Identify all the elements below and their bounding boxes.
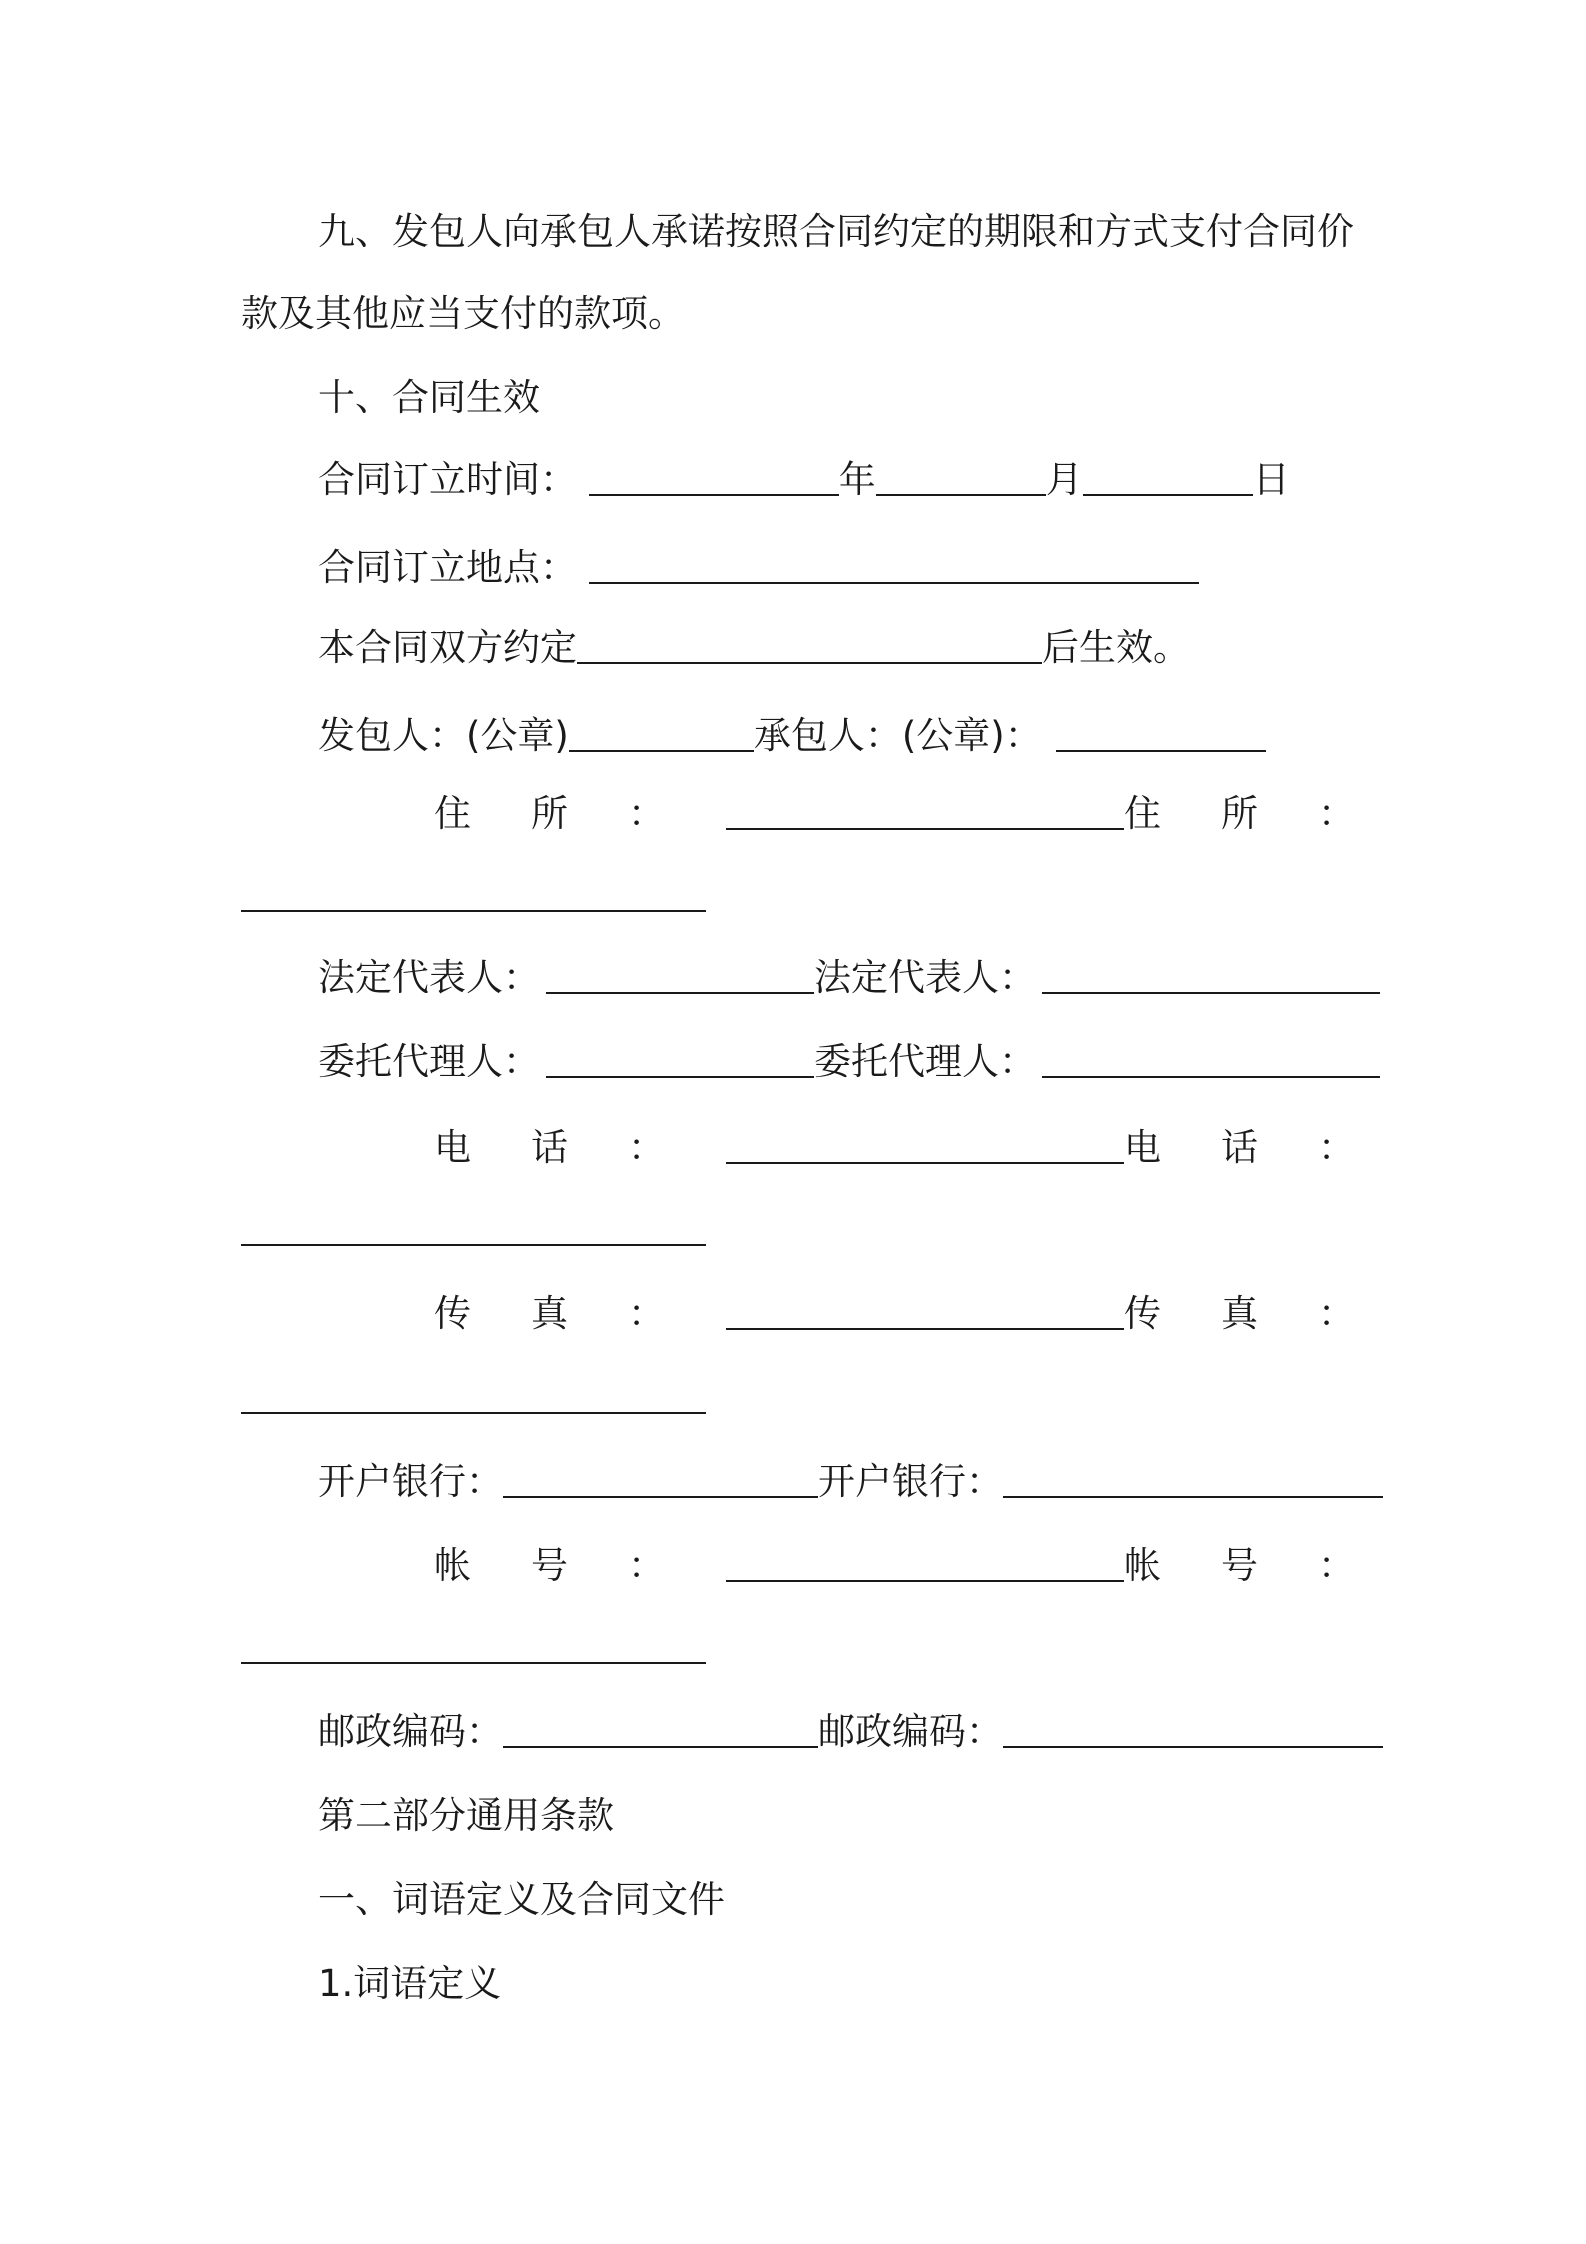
clause-9-line-1: 九、发包人向承包人承诺按照合同约定的期限和方式支付合同价: [318, 210, 1354, 253]
parties-row: [318, 710, 1266, 762]
year-blank: [589, 490, 839, 496]
account-row-right: [726, 1540, 1415, 1592]
legal-rep-blank-contractor: [1042, 988, 1380, 994]
sign-time-label: 合同订立时间：: [318, 458, 577, 501]
address-blank-contractor: [241, 906, 706, 912]
effective-blank: [577, 658, 1042, 664]
legal-rep-blank-employer: [546, 988, 814, 994]
account-label-employer: 帐号：: [434, 1544, 725, 1587]
agent-row: [318, 1036, 1380, 1088]
postcode-blank-contractor: [1003, 1742, 1383, 1748]
postcode-blank-employer: [503, 1742, 818, 1748]
bank-row: [318, 1456, 1383, 1508]
day-label: 日: [1252, 458, 1290, 501]
sign-place-blank: [589, 578, 1199, 584]
phone-blank-contractor: [241, 1240, 706, 1246]
effective-row: [318, 622, 1190, 674]
bank-label-contractor: 开户银行：: [818, 1460, 1003, 1503]
part-2-title: 第二部分通用条款: [318, 1794, 614, 1837]
address-blank-contractor-row: [241, 870, 706, 922]
employer-label: 发包人：(公章): [318, 714, 569, 757]
bank-blank-contractor: [1003, 1492, 1383, 1498]
address-row-right: [726, 788, 1415, 840]
legal-rep-row: [318, 952, 1380, 1004]
contractor-label: 承包人：(公章)：: [753, 714, 1042, 757]
phone-blank-contractor-row: [241, 1204, 706, 1256]
phone-label-contractor: 电话：: [1124, 1126, 1415, 1169]
address-label-contractor: 住所：: [1124, 792, 1415, 835]
effective-suffix: 后生效。: [1042, 626, 1190, 669]
address-label-employer: 住所：: [434, 792, 725, 835]
account-blank-employer: [726, 1576, 1124, 1582]
bank-blank-employer: [503, 1492, 818, 1498]
fax-row-right: [726, 1288, 1415, 1340]
phone-blank-employer: [726, 1158, 1124, 1164]
account-blank-contractor-row: [241, 1622, 706, 1674]
account-blank-contractor: [241, 1658, 706, 1664]
section-10-title: 十、合同生效: [318, 376, 540, 419]
bank-label-employer: 开户银行：: [318, 1460, 503, 1503]
legal-rep-label-contractor: 法定代表人：: [814, 956, 1036, 999]
month-blank: [876, 490, 1046, 496]
month-label: 月: [1045, 458, 1083, 501]
agent-label-contractor: 委托代理人：: [814, 1040, 1036, 1083]
fax-blank-contractor-row: [241, 1372, 706, 1424]
agent-label-employer: 委托代理人：: [318, 1040, 540, 1083]
section-1-title: 一、词语定义及合同文件: [318, 1878, 725, 1921]
fax-blank-employer: [726, 1324, 1124, 1330]
fax-label-contractor: 传真：: [1124, 1292, 1415, 1335]
fax-blank-contractor: [241, 1408, 706, 1414]
sign-place-row: [318, 542, 1199, 594]
fax-label-employer: 传真：: [434, 1292, 725, 1335]
effective-prefix: 本合同双方约定: [318, 626, 577, 669]
postcode-label-employer: 邮政编码：: [318, 1710, 503, 1753]
account-label-contractor: 帐号：: [1124, 1544, 1415, 1587]
agent-blank-employer: [546, 1072, 814, 1078]
phone-label-employer: 电话：: [434, 1126, 725, 1169]
address-blank-employer: [726, 824, 1124, 830]
phone-row-right: [726, 1122, 1415, 1174]
contractor-blank: [1056, 746, 1266, 752]
agent-blank-contractor: [1042, 1072, 1380, 1078]
legal-rep-label-employer: 法定代表人：: [318, 956, 540, 999]
clause-9-line-2: 款及其他应当支付的款项。: [241, 292, 685, 335]
sign-time-row: [318, 454, 1290, 506]
sign-place-label: 合同订立地点：: [318, 546, 577, 589]
year-label: 年: [838, 458, 876, 501]
item-1-title: 1.词语定义: [318, 1962, 502, 2005]
employer-blank: [569, 746, 754, 752]
postcode-label-contractor: 邮政编码：: [818, 1710, 1003, 1753]
postcode-row: [318, 1706, 1383, 1758]
day-blank: [1083, 490, 1253, 496]
